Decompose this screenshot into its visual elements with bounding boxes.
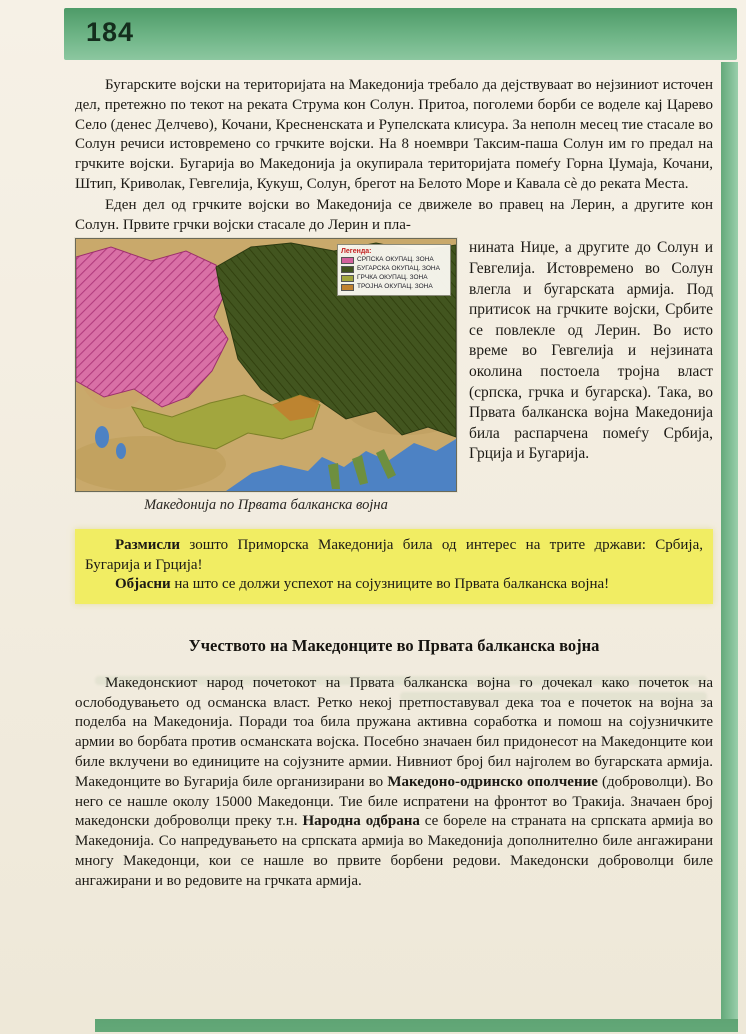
legend-swatch-triple — [341, 284, 354, 291]
map-image — [75, 238, 457, 492]
paragraph-bulgarian-armies: Бугарските војски на територијата на Македонија требало да дејствуваат во нејзиниот источен дел, претежно по текот на реката Струма кон Солун. Притоа, поголеми борби се воделе кај Царево Село (денес Делчево), Кочани, Кресненската и Рупелската клисура. За неполн месец тие стасале во Солун речиси истовремено со грчките војски. На 8 ноември Таксим-паша Солун им го предал на грчките војски. Бугарија во Македонија ја окупирала територијата помеѓу Горна Џумаја, Кочани, Штип, Криволак, Гевгелија, Кукуш, Солун, брегот на Белото Море и Кавала сè до реката Места. — [75, 77, 713, 192]
tasks-highlight-box — [75, 529, 713, 604]
right-green-band — [721, 62, 738, 1019]
paragraph-greek-armies-intro: Еден дел од грчките војски во Македонија се движеле во правец на Лерин, а другите кон Солун. Првите грчки војски стасале до Лерин и пла- — [75, 196, 713, 233]
section-heading: Учеството на Македонците во Првата балканска војна — [188, 635, 600, 655]
map-legend — [337, 244, 451, 295]
task-explain-lead: Објасни — [115, 576, 171, 593]
paragraph-macedonians-participation — [75, 674, 713, 892]
task-think-text: зошто Приморска Македонија била од интерес на трите држави: Србија, Бугарија и Грција! — [85, 537, 703, 573]
legend-swatch-greek — [341, 275, 354, 282]
legend-label-bulgarian: БУГАРСКА ОКУПАЦ. ЗОНА — [357, 265, 440, 273]
legend-swatch-bulgarian — [341, 266, 354, 273]
paragraph-greek-armies-continued: нината Ниџе, а другите до Солун и Гевгелија. Истовремено во Солун влегла и бугарската армија. Под притисок на грчките војски, Србите се повлекле од Лерин. Во исто време во Гевгелија и нејзината околина постоела тројна власт (српска, грчка и бугарска). Така, во Првата балканска војна Македонија била распарчена помеѓу Србија, Грција и Бугарија. — [469, 239, 713, 463]
legend-row-bulgarian — [341, 265, 447, 274]
task-think-lead: Размисли — [115, 537, 181, 554]
map-caption: Македонија по Првата балканска војна — [144, 497, 388, 514]
top-green-band — [64, 8, 737, 60]
legend-row-serbian — [341, 256, 447, 265]
map-figure — [75, 238, 457, 514]
legend-row-triple — [341, 283, 447, 292]
task-think — [85, 536, 703, 575]
page-number: 184 — [86, 17, 135, 47]
para3-bold-opolchenie: Македоно-одринско ополчение — [387, 773, 598, 790]
legend-title: Легенда: — [341, 248, 372, 256]
task-explain — [85, 575, 703, 595]
para3-segment: Македонскиот народ почетокот на Првата балканска војна го дочекал како почеток на ослободувањето од османска власт. Ретко некој претпоставувал дека тоа е почеток на војна за поделба на Македонија. Поради тоа била пружана активна соработка и помош на сојузничките армии во борбата против османската војска. Посебно значаен бил придонесот на Македонците кои биле вклучени во единиците на сојузните армии. Нивниот број бил најголем во бугарската армија. Македонците во Бугарија биле организирани во — [75, 674, 713, 790]
legend-label-greek: ГРЧКА ОКУПАЦ. ЗОНА — [357, 274, 428, 281]
map-and-side-text-row — [75, 238, 713, 514]
bottom-green-band — [95, 1019, 738, 1032]
para3-segment: се бореле на страната на српската армија во Македонија. Со напредувањето на српската армија во Македонија дополнително биле ангажирани многу Македонци, кои се нашле во првите борбени редови. Македонски доброволци биле ангажирани и во редовите на грчката армија. — [75, 813, 714, 889]
legend-label-serbian: СРПСКА ОКУПАЦ. ЗОНА — [357, 256, 434, 264]
para3-bold-narodna-odbrana: Народна одбрана — [302, 813, 420, 830]
legend-label-triple: ТРОЈНА ОКУПАЦ. ЗОНА — [357, 282, 433, 290]
page-content — [75, 76, 713, 892]
legend-swatch-serbian — [341, 257, 354, 264]
task-explain-text: на што се должи успехот на сојузниците во Првата балканска војна! — [170, 576, 610, 593]
para3-segment: (доброволци). Во него се нашле околу 15000 Македонци. Тие биле испратени на фронтот во Тракија. Значаен број македонски доброволци преку т.н. — [75, 773, 713, 830]
legend-row-greek — [341, 274, 447, 283]
